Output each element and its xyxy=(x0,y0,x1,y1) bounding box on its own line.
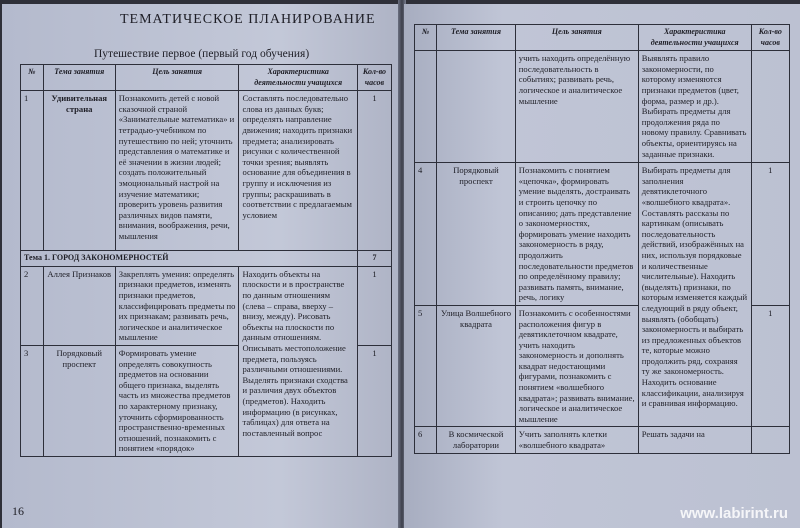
row-goal: Закреплять умения: определять признаки предметов, изменять признаки предметов, классифицировать предметы по их признакам; развивать речь, логическое и аналитическое мышление xyxy=(115,266,239,345)
row-activity: Выявлять правило закономерности, по которому изменяются признаки предметов (цвет, форма, размер и др.). Выбирать предметы для продолжения ряда по новому правилу. Сравнивать объекты, ориентируясь на заданные признаки. xyxy=(638,51,751,163)
table-row xyxy=(415,427,790,453)
page-subtitle: Путешествие первое (первый год обучения) xyxy=(94,48,310,60)
row-num: 4 xyxy=(415,163,437,306)
row-topic: Порядковый проспект xyxy=(43,345,115,456)
row-hours: 1 xyxy=(357,91,391,251)
row-topic: В космической лаборатории xyxy=(437,427,516,453)
col-header-hours: Кол-во часов xyxy=(751,25,789,51)
row-goal: Формировать умение определять совокупность предметов на основании общего признака, выделять часть из множества предметов по характерному признаку, уточнить сформированность пространственно-временных отношений, познакомить с понятием «порядок» xyxy=(115,345,239,456)
row-hours: 1 xyxy=(751,305,789,427)
col-header-activity: Характеристика деятельности учащихся xyxy=(239,65,358,91)
col-header-hours: Кол-во часов xyxy=(357,65,391,91)
row-hours xyxy=(751,427,789,453)
col-header-topic: Тема занятия xyxy=(43,65,115,91)
table-header-row xyxy=(21,65,392,91)
row-num: 1 xyxy=(21,91,44,251)
row-topic: Аллея Признаков xyxy=(43,266,115,345)
col-header-activity: Характеристика деятельности учащихся xyxy=(638,25,751,51)
theme-row xyxy=(21,251,392,267)
col-header-goal: Цель занятия xyxy=(515,25,638,51)
row-num: 2 xyxy=(21,266,44,345)
theme-hours: 7 xyxy=(357,251,391,267)
watermark-logo xyxy=(680,505,788,522)
row-topic: Удивительная страна xyxy=(43,91,115,251)
row-topic: Улица Волшебного квадрата xyxy=(437,305,516,427)
row-hours: 1 xyxy=(357,345,391,456)
page-number: 16 xyxy=(12,504,24,518)
col-header-topic: Тема занятия xyxy=(437,25,516,51)
table-row xyxy=(21,266,392,345)
right-page xyxy=(404,4,800,528)
row-num: 5 xyxy=(415,305,437,427)
col-header-num: № xyxy=(415,25,437,51)
row-activity: Составлять последовательно слова из данных букв; определять направление движения; находить признаки предмета; анализировать рисунки с количественной точки зрения; выявлять основание для объединения в группу и исключения из группы; раскрашивать в соответствии с предлагаемым условием xyxy=(239,91,358,251)
row-goal: Познакомить с понятием «цепочка», формировать умение выделять, достраивать и строить цепочку по описанию; дать представление о закономерностях, формировать умение находить закономерность в ряду, продолжить последовательности предметов по определённому правилу; развивать память, внимание, речь, логику xyxy=(515,163,638,306)
watermark-prefix: www. xyxy=(680,505,719,522)
page-title: ТЕМАТИЧЕСКОЕ ПЛАНИРОВАНИЕ xyxy=(120,12,376,27)
row-goal: учить находить определённую последовательность в событиях; развивать речь, логическое и аналитическое мышление xyxy=(515,51,638,163)
watermark-suffix: .ru xyxy=(768,505,788,522)
theme-title: Тема 1. ГОРОД ЗАКОНОМЕРНОСТЕЙ xyxy=(21,251,358,267)
table-header-row xyxy=(415,25,790,51)
row-num: 3 xyxy=(21,345,44,456)
left-plan-table xyxy=(20,64,392,457)
col-header-goal: Цель занятия xyxy=(115,65,239,91)
row-hours xyxy=(751,51,789,163)
row-activity: Выбирать предметы для заполнения девятиклеточного «волшебного квадрата». Составлять рассказы по картинкам (описывать последовательность действий, изображённых на них, используя порядковые и количественные числительные). Находить (выделять) признаки, по которым изменяется каждый следующий в ряду объект, выявлять (обобщать) закономерность и выбирать из предложенных объектов те, которые можно продолжить ряд, сохраняя ту же закономерность. Находить основание классификации, анализируя и сравнивая информацию. xyxy=(638,163,751,427)
row-topic: Порядковый проспект xyxy=(437,163,516,306)
right-plan-table xyxy=(414,24,790,454)
row-goal: Учить заполнять клетки «волшебного квадрата» xyxy=(515,427,638,453)
row-num: 6 xyxy=(415,427,437,453)
table-row xyxy=(21,91,392,251)
row-hours: 1 xyxy=(751,163,789,306)
row-activity: Решать задачи на xyxy=(638,427,751,453)
row-activity: Находить объекты на плоскости и в пространстве по данным отношениям (слева – справа, вверху – внизу, между). Рисовать объекты на плоскости по данным отношениям. Описывать местоположение предмета, пользуясь различными отношениями. Выделять признаки сходства и различия двух объектов (предметов). Находить информацию (в рисунках, таблицах) для ответа на поставленный вопрос xyxy=(239,266,358,456)
row-goal: Познакомить с особенностями расположения фигур в девятиклеточном квадрате, учить находить закономерность и дополнять квадрат недостающими фигурами, познакомить с понятием «волшебного квадрата»; развивать внимание, логическое и аналитическое мышление xyxy=(515,305,638,427)
col-header-num: № xyxy=(21,65,44,91)
table-row xyxy=(415,163,790,306)
row-goal: Познакомить детей с новой сказочной страной «Занимательные математика» и тетрадью-учебником по путешествию по ней; уточнить представления о математике и её значении в жизни людей; создать положительный эмоциональный настрой на изучение математики; проверить уровень развития различных видов памяти, внимания, воображения, речи, мышления xyxy=(115,91,239,251)
left-page xyxy=(2,4,400,528)
table-row xyxy=(415,51,790,163)
row-num xyxy=(415,51,437,163)
row-hours: 1 xyxy=(357,266,391,345)
watermark-brand: labirint xyxy=(718,505,769,522)
row-topic xyxy=(437,51,516,163)
